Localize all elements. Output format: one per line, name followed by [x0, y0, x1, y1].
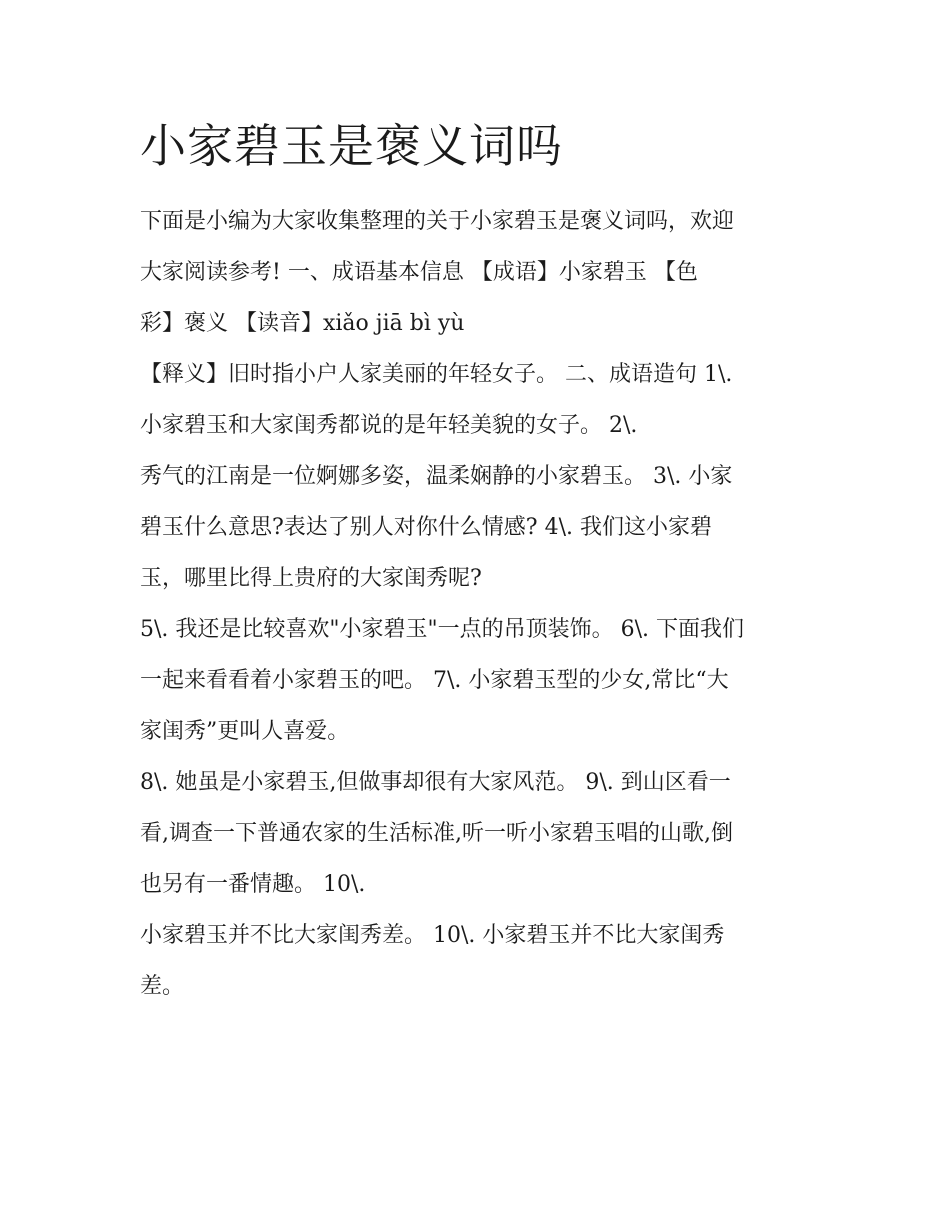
text-line: 大家阅读参考! 一、成语基本信息 【成语】小家碧玉 【色	[140, 260, 698, 285]
text-line: 差。	[140, 974, 185, 999]
text-line: 5\. 我还是比较喜欢"小家碧玉"一点的吊顶装饰。 6\. 下面我们	[140, 617, 745, 642]
text-line: 一起来看看着小家碧玉的吧。 7\. 小家碧玉型的少女,常比“大	[140, 668, 729, 693]
page-title: 小家碧玉是褒义词吗	[140, 119, 563, 173]
text-line: 看,调查一下普通农家的生活标准,听一听小家碧玉唱的山歌,倒	[140, 821, 733, 846]
text-line: 小家碧玉和大家闺秀都说的是年轻美貌的女子。 2\.	[140, 413, 638, 438]
text-line: 小家碧玉并不比大家闺秀差。 10\. 小家碧玉并不比大家闺秀	[140, 923, 725, 948]
article-body	[140, 196, 820, 1012]
text-line: 下面是小编为大家收集整理的关于小家碧玉是褒义词吗，欢迎	[140, 209, 735, 234]
text-line: 8\. 她虽是小家碧玉,但做事却很有大家风范。 9\. 到山区看一	[140, 770, 731, 795]
text-line: 也另有一番情趣。 10\.	[140, 872, 366, 897]
text-line: 碧玉什么意思?表达了别人对你什么情感? 4\. 我们这小家碧	[140, 515, 712, 540]
text-line: 彩】褒义 【读音】xiǎo jiā bì yù	[140, 311, 465, 336]
text-line: 秀气的江南是一位婀娜多姿，温柔娴静的小家碧玉。 3\. 小家	[140, 464, 733, 489]
text-line: 玉，哪里比得上贵府的大家闺秀呢?	[140, 566, 482, 591]
text-line: 家闺秀”更叫人喜爱。	[140, 719, 350, 744]
text-line: 【释义】旧时指小户人家美丽的年轻女子。 二、成语造句 1\.	[140, 362, 733, 387]
